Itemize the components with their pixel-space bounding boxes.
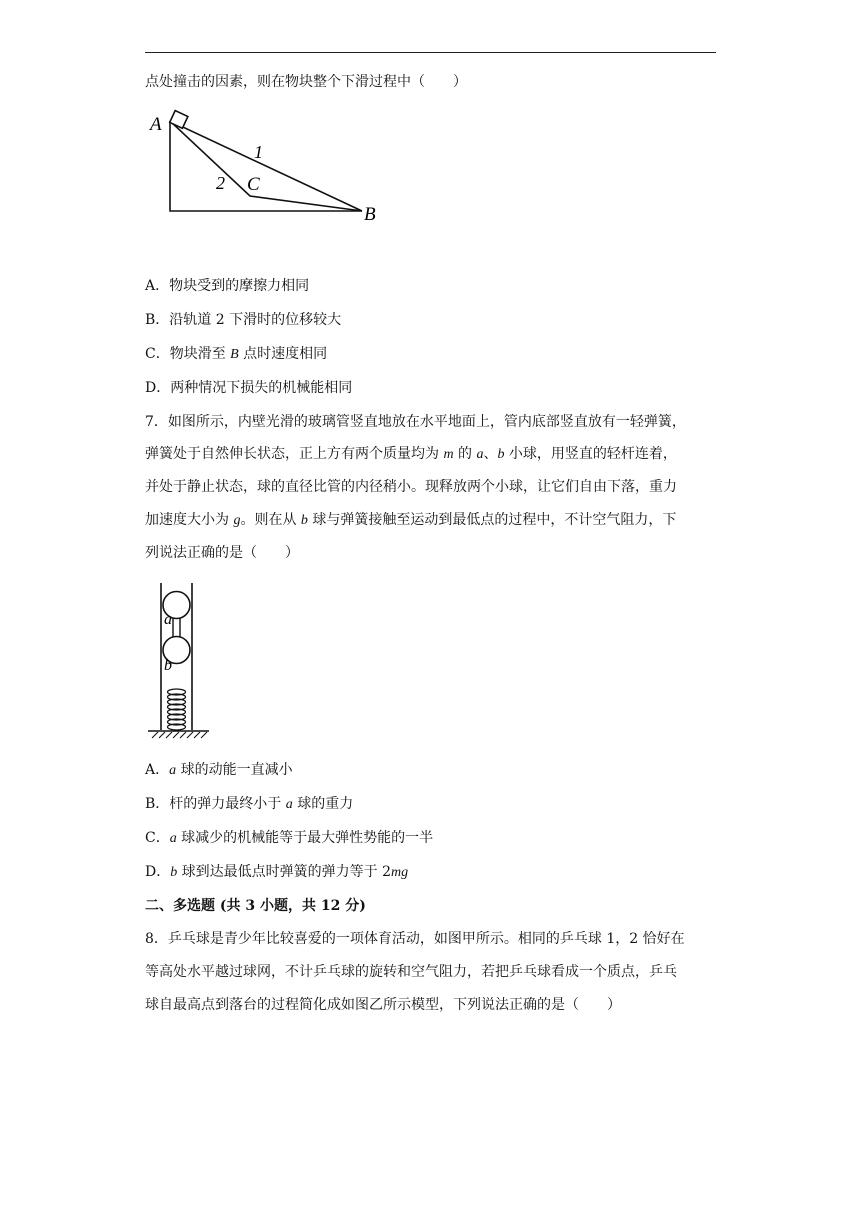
q7-line-4: 加速度大小为 g。则在从 b 球与弹簧接触至运动到最低点的过程中，不计空气阻力，下	[145, 512, 677, 528]
q6-lead-text: 点处撞击的因素，则在物块整个下滑过程中（ ）	[145, 74, 467, 90]
q8-line-1: 8．乒乓球是青少年比较喜爱的一项体育活动，如图甲所示。相同的乒乓球 1，2 恰好在	[145, 931, 685, 947]
q7-line-2: 弹簧处于自然伸长状态，正上方有两个质量均为 m 的 a、b 小球，用竖直的轻杆连着，	[145, 446, 677, 462]
label-b: b	[164, 657, 172, 674]
q7-option-a: A．a 球的动能一直减小	[145, 762, 293, 778]
q8-line-2: 等高处水平越过球网，不计乒乓球的旋转和空气阻力，若把乒乓球看成一个质点，乒乓	[145, 964, 677, 980]
q7-line-1: 7．如图所示，内壁光滑的玻璃管竖直地放在水平地面上，管内底部竖直放有一轻弹簧，	[145, 414, 686, 430]
q7-line-3: 并处于静止状态，球的直径比管的内径稍小。现释放两个小球，让它们自由下落，重力	[145, 479, 677, 495]
q7-option-d: D．b 球到达最低点时弹簧的弹力等于 2mg	[145, 864, 409, 880]
q6-option-d: D．两种情况下损失的机械能相同	[145, 380, 353, 396]
label-2: 2	[216, 173, 225, 193]
q6-option-c: C．物块滑至 B 点时速度相同	[145, 346, 328, 362]
q8-line-3: 球自最高点到落台的过程简化成如图乙所示模型，下列说法正确的是（ ）	[145, 997, 621, 1013]
q7-option-c: C．a 球减少的机械能等于最大弹性势能的一半	[145, 830, 434, 846]
tube-spring-figure	[145, 580, 215, 745]
label-C: C	[247, 174, 260, 195]
label-B: B	[364, 204, 376, 225]
q6-option-b: B．沿轨道 2 下滑时的位移较大	[145, 312, 342, 328]
q7-line-5: 列说法正确的是（ ）	[145, 545, 299, 561]
q6-option-a: A．物块受到的摩擦力相同	[145, 278, 310, 294]
section-title: 二、多选题 (共 3 小题，共 12 分)	[145, 898, 366, 914]
label-A: A	[150, 114, 162, 135]
header-rule	[145, 52, 716, 53]
q7-option-b: B．杆的弹力最终小于 a 球的重力	[145, 796, 354, 812]
label-a: a	[164, 611, 172, 628]
incline-figure	[140, 108, 390, 228]
label-1: 1	[254, 142, 263, 162]
